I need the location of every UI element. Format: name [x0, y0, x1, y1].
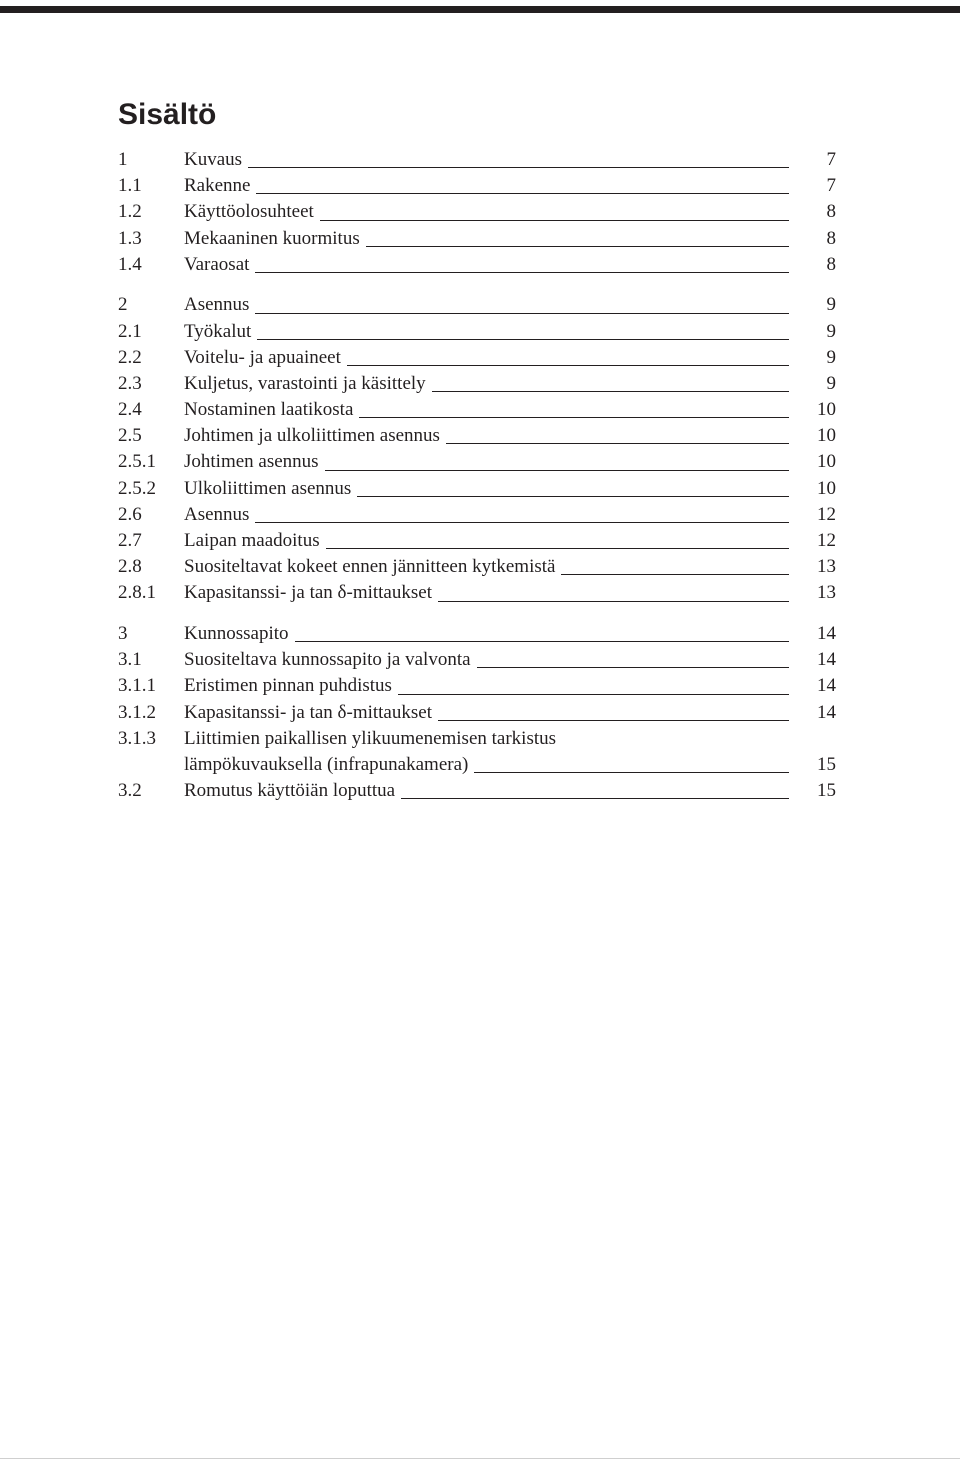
table-of-contents — [118, 147, 840, 819]
toc-entry-page: 8 — [826, 201, 836, 223]
toc-entry[interactable] — [118, 252, 840, 278]
toc-entry-page: 10 — [817, 477, 836, 499]
toc-entry-page: 10 — [817, 451, 836, 473]
toc-entry-line — [184, 226, 789, 252]
toc-entry-number: 2.1 — [118, 320, 142, 342]
toc-group — [118, 147, 840, 278]
toc-entry-label: Kapasitanssi- ja tan δ-mittaukset — [184, 701, 432, 723]
toc-leader-line — [326, 547, 789, 549]
toc-leader-line — [477, 666, 789, 668]
toc-entry-page: 8 — [826, 227, 836, 249]
toc-entry-number: 2.5.1 — [118, 451, 156, 473]
toc-entry[interactable] — [118, 647, 840, 673]
toc-entry-line — [184, 580, 789, 606]
toc-entry-label: Johtimen ja ulkoliittimen asennus — [184, 425, 440, 447]
toc-entry-number: 2.4 — [118, 399, 142, 421]
toc-entry-line — [184, 621, 789, 647]
toc-entry-page: 9 — [826, 372, 836, 394]
toc-entry[interactable] — [118, 226, 840, 252]
toc-entry-number: 2.6 — [118, 503, 142, 525]
toc-entry-page: 15 — [817, 780, 836, 802]
toc-entry[interactable] — [118, 580, 840, 606]
toc-entry-label: Kuljetus, varastointi ja käsittely — [184, 372, 426, 394]
toc-entry[interactable] — [118, 621, 840, 647]
toc-entry-page: 14 — [817, 649, 836, 671]
toc-entry-line — [184, 752, 789, 778]
toc-entry-label: Eristimen pinnan puhdistus — [184, 675, 392, 697]
toc-leader-line — [357, 495, 789, 497]
toc-entry-number: 3.1 — [118, 649, 142, 671]
toc-leader-line — [295, 640, 790, 642]
toc-entry-number: 3.1.2 — [118, 701, 156, 723]
toc-leader-line — [438, 600, 789, 602]
toc-entry-line — [184, 673, 789, 699]
toc-entry[interactable] — [118, 397, 840, 423]
toc-entry-page: 14 — [817, 701, 836, 723]
toc-entry-number: 2.3 — [118, 372, 142, 394]
toc-entry-label: Romutus käyttöiän loputtua — [184, 780, 396, 802]
toc-entry[interactable] — [118, 292, 840, 318]
toc-entry[interactable] — [118, 752, 840, 778]
toc-entry-page: 9 — [826, 320, 836, 342]
toc-entry-page: 14 — [817, 622, 836, 644]
toc-entry-page: 13 — [817, 556, 836, 578]
toc-entry-number: 3.1.3 — [118, 727, 156, 749]
toc-entry-line — [184, 778, 789, 804]
toc-entry-label: Nostaminen laatikosta — [184, 399, 354, 421]
toc-entry-page: 10 — [817, 399, 836, 421]
toc-entry[interactable] — [118, 371, 840, 397]
toc-entry[interactable] — [118, 345, 840, 371]
toc-entry-number: 3.1.1 — [118, 675, 156, 697]
toc-leader-line — [401, 797, 789, 799]
toc-entry-page: 15 — [817, 753, 836, 775]
toc-entry-number: 1.4 — [118, 253, 142, 275]
toc-entry-number: 1 — [118, 149, 128, 170]
toc-leader-line — [398, 693, 789, 695]
toc-entry-line — [184, 502, 789, 528]
toc-leader-line — [432, 390, 789, 392]
toc-entry-line — [184, 292, 789, 318]
toc-leader-line — [248, 166, 789, 168]
toc-leader-line — [474, 771, 789, 773]
toc-entry-page: 8 — [826, 253, 836, 275]
toc-entry[interactable] — [118, 476, 840, 502]
toc-entry[interactable] — [118, 423, 840, 449]
toc-entry-number: 2.8 — [118, 556, 142, 578]
toc-entry-number: 2.2 — [118, 346, 142, 368]
toc-entry-label: Suositeltava kunnossapito ja valvonta — [184, 649, 471, 671]
toc-entry-label: Suositeltavat kokeet ennen jännitteen kytkemistä — [184, 556, 556, 578]
toc-entry-number: 2.5 — [118, 425, 142, 447]
toc-entry[interactable] — [118, 449, 840, 475]
toc-entry-label: Rakenne — [184, 175, 251, 197]
toc-entry-label: Kuvaus — [184, 149, 243, 170]
toc-entry[interactable] — [118, 778, 840, 804]
toc-leader-line — [255, 271, 789, 273]
toc-leader-line — [256, 192, 789, 194]
toc-entry-number: 1.3 — [118, 227, 142, 249]
toc-entry-number: 3.2 — [118, 780, 142, 802]
toc-entry-line — [184, 528, 789, 554]
toc-entry-page: 9 — [826, 346, 836, 368]
toc-leader-line — [257, 338, 789, 340]
toc-leader-line — [561, 573, 789, 575]
toc-entry-line — [184, 397, 789, 423]
toc-leader-line — [255, 521, 789, 523]
toc-entry[interactable] — [118, 673, 840, 699]
toc-entry-line — [184, 371, 789, 397]
toc-entry[interactable] — [118, 726, 840, 752]
toc-entry[interactable] — [118, 700, 840, 726]
toc-leader-line — [320, 219, 789, 221]
toc-group — [118, 621, 840, 804]
toc-entry-page: 7 — [826, 175, 836, 197]
toc-leader-line — [347, 364, 789, 366]
toc-entry[interactable] — [118, 554, 840, 580]
toc-entry[interactable] — [118, 147, 840, 173]
toc-leader-line — [359, 416, 789, 418]
toc-entry[interactable] — [118, 173, 840, 199]
toc-entry-line — [184, 449, 789, 475]
toc-entry-label: Johtimen asennus — [184, 451, 319, 473]
toc-entry-page: 14 — [817, 675, 836, 697]
toc-entry-line — [184, 554, 789, 580]
toc-entry-page: 12 — [817, 530, 836, 552]
toc-entry-label: Laipan maadoitus — [184, 530, 320, 552]
toc-leader-line — [325, 469, 789, 471]
toc-entry-line — [184, 147, 789, 173]
toc-entry-line — [184, 199, 789, 225]
toc-entry-page: 7 — [826, 149, 836, 170]
toc-entry-label: Kapasitanssi- ja tan δ-mittaukset — [184, 582, 432, 604]
toc-entry[interactable] — [118, 502, 840, 528]
toc-entry-line — [184, 319, 789, 345]
toc-entry-page: 10 — [817, 425, 836, 447]
toc-entry-label: Voitelu- ja apuaineet — [184, 346, 341, 368]
toc-entry-line — [184, 726, 789, 752]
toc-entry-line — [184, 647, 789, 673]
toc-entry-label: Asennus — [184, 503, 250, 525]
toc-leader-line — [438, 719, 789, 721]
toc-entry[interactable] — [118, 528, 840, 554]
top-rule — [0, 6, 960, 13]
toc-entry-number: 3 — [118, 622, 128, 644]
bottom-rule — [0, 1458, 960, 1459]
toc-entry[interactable] — [118, 199, 840, 225]
toc-entry-page: 12 — [817, 503, 836, 525]
toc-entry-label: Kunnossapito — [184, 622, 289, 644]
toc-entry-label: Asennus — [184, 294, 250, 316]
toc-entry-number: 2 — [118, 294, 128, 316]
toc-entry-line — [184, 345, 789, 371]
toc-entry-label: Mekaaninen kuormitus — [184, 227, 360, 249]
toc-entry[interactable] — [118, 319, 840, 345]
toc-entry-number: 2.5.2 — [118, 477, 156, 499]
toc-entry-label: Ulkoliittimen asennus — [184, 477, 352, 499]
page-title: Sisältö — [118, 98, 217, 131]
toc-entry-label: Varaosat — [184, 253, 250, 275]
toc-entry-line — [184, 173, 789, 199]
toc-entry-line — [184, 252, 789, 278]
toc-entry-line — [184, 423, 789, 449]
toc-entry-number: 2.8.1 — [118, 582, 156, 604]
toc-entry-label: Liittimien paikallisen ylikuumenemisen tarkistus — [184, 727, 557, 749]
toc-entry-page: 13 — [817, 582, 836, 604]
toc-entry-number: 2.7 — [118, 530, 142, 552]
toc-group — [118, 292, 840, 606]
toc-entry-number: 1.1 — [118, 175, 142, 197]
toc-entry-label: lämpökuvauksella (infrapunakamera) — [184, 753, 469, 775]
toc-leader-line — [366, 245, 789, 247]
toc-entry-label: Käyttöolosuhteet — [184, 201, 314, 223]
toc-entry-line — [184, 476, 789, 502]
toc-entry-page: 9 — [826, 294, 836, 316]
toc-entry-number: 1.2 — [118, 201, 142, 223]
toc-leader-line — [255, 312, 789, 314]
toc-entry-label: Työkalut — [184, 320, 252, 342]
toc-leader-line — [446, 442, 789, 444]
toc-entry-line — [184, 700, 789, 726]
